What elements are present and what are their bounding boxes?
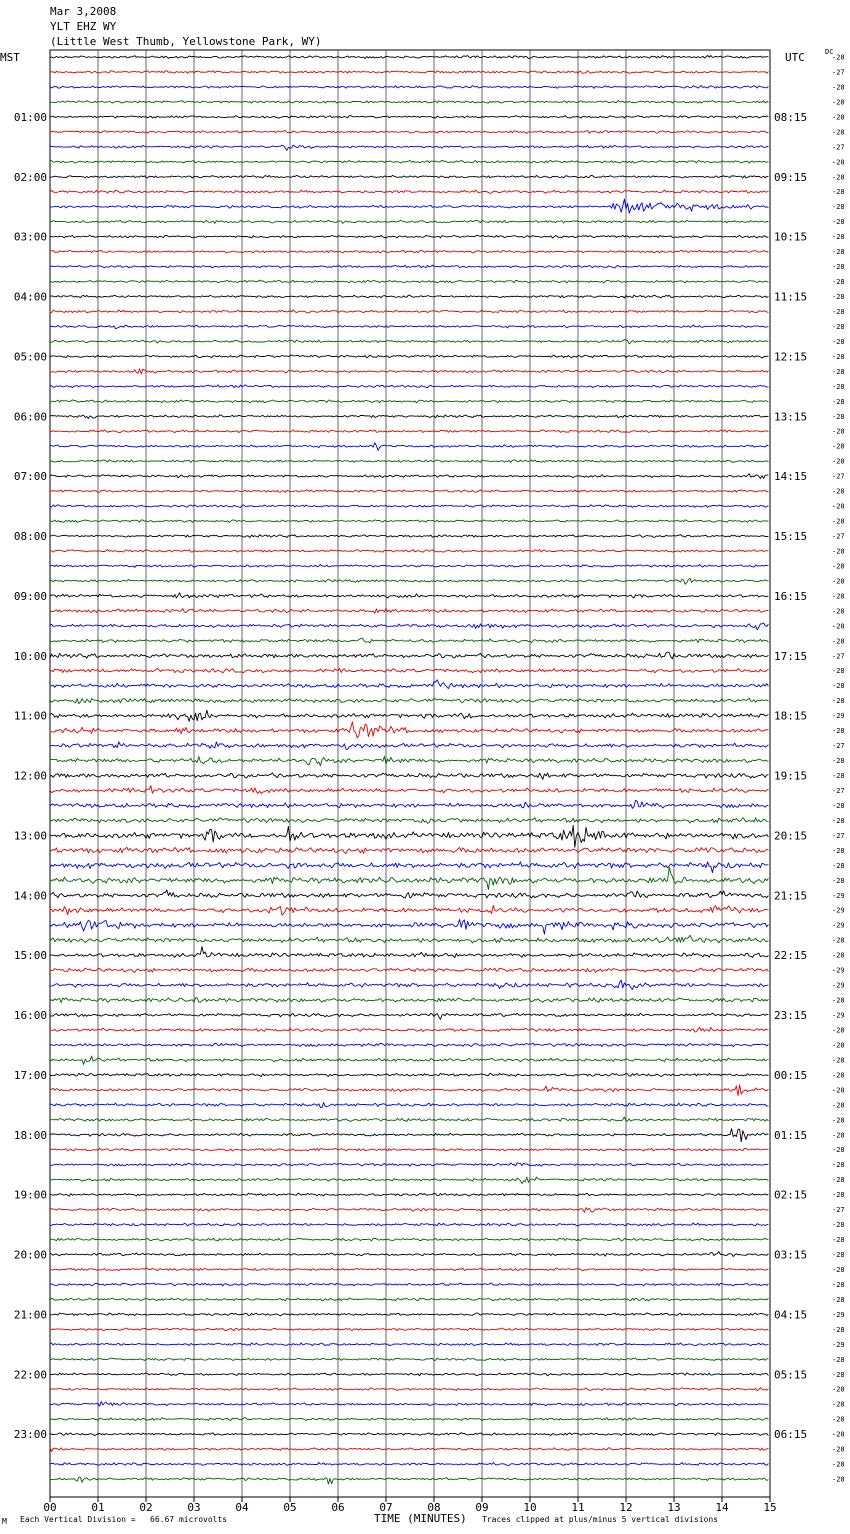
trace-line (50, 668, 768, 673)
right-timezone-label: UTC (785, 51, 805, 64)
trace-line (50, 235, 768, 238)
trace-line (50, 609, 768, 614)
right-hour-label: 21:15 (774, 889, 808, 903)
left-hour-label: 14:00 (13, 889, 47, 903)
dc-offset-label: -29 (832, 891, 845, 900)
trace-line (50, 295, 768, 298)
dc-offset-label: -28 (832, 442, 845, 451)
right-hour-label: 03:15 (774, 1248, 808, 1262)
left-hour-label: 02:00 (13, 170, 47, 184)
trace-line (50, 947, 768, 958)
dc-offset-label: -28 (832, 1191, 845, 1200)
x-tick-label: 02 (139, 1501, 153, 1514)
trace-line (50, 474, 768, 479)
trace-line (50, 1027, 768, 1032)
trace-line (50, 1163, 768, 1167)
trace-line (50, 1447, 768, 1451)
dc-offset-label: -28 (832, 352, 845, 361)
trace-line (50, 86, 768, 89)
trace-line (50, 638, 768, 643)
trace-line (50, 920, 768, 935)
left-hour-label: 07:00 (13, 470, 47, 484)
dc-offset-label: -28 (832, 218, 845, 227)
left-hour-label: 03:00 (13, 230, 47, 244)
dc-offset-label: -27 (832, 68, 845, 77)
trace-line (50, 310, 768, 313)
dc-offset-label: -28 (832, 682, 845, 691)
x-tick-label: 01 (91, 1501, 105, 1514)
x-tick-label: 00 (43, 1501, 57, 1514)
trace-line (50, 520, 768, 523)
dc-offset-label: -28 (832, 1026, 845, 1035)
x-tick-label: 04 (235, 1501, 249, 1514)
left-hour-label: 21:00 (13, 1308, 47, 1322)
trace-line (50, 593, 768, 598)
dc-offset-label: -28 (832, 816, 845, 825)
x-tick-label: 06 (331, 1501, 345, 1514)
dc-offset-label: -28 (832, 263, 845, 272)
dc-offset-label: -28 (832, 996, 845, 1005)
dc-offset-label: -27 (832, 742, 845, 751)
dc-offset-label: -28 (832, 1131, 845, 1140)
dc-offset-label: -28 (832, 1251, 845, 1259)
station-label: YLT EHZ WY (50, 20, 117, 33)
left-hour-label: 01:00 (13, 110, 47, 124)
x-tick-label: 09 (475, 1501, 489, 1514)
trace-line (50, 1343, 768, 1346)
right-hour-label: 01:15 (774, 1128, 808, 1142)
trace-line (50, 1177, 768, 1183)
dc-offset-label: -29 (832, 966, 845, 975)
right-hour-label: 14:15 (774, 470, 808, 484)
trace-line (50, 265, 768, 268)
right-hour-label: 15:15 (774, 530, 808, 543)
dc-offset-label: -28 (832, 1430, 845, 1439)
right-hour-label: 09:15 (774, 170, 808, 184)
dc-offset-label: -28 (832, 772, 845, 780)
dc-offset-label: -28 (832, 727, 845, 736)
x-tick-label: 05 (283, 1501, 297, 1514)
trace-line (50, 56, 768, 59)
dc-offset-label: -28 (832, 951, 845, 960)
dc-offset-label: -28 (832, 697, 845, 706)
right-hour-label: 10:15 (774, 230, 808, 244)
left-hour-label: 06:00 (13, 410, 47, 424)
trace-line (50, 131, 768, 134)
dc-offset-label: -28 (832, 203, 845, 212)
dc-offset-label: -29 (832, 1310, 845, 1319)
trace-line (50, 1298, 768, 1301)
x-tick-label: 07 (379, 1501, 393, 1514)
trace-line (50, 818, 768, 824)
right-hour-label: 13:15 (774, 410, 808, 424)
dc-offset-label: -28 (832, 53, 845, 62)
dc-offset-label: -28 (832, 382, 845, 391)
trace-line (50, 1418, 768, 1421)
dc-label: DC (825, 48, 834, 56)
x-axis-title: TIME (MINUTES) (374, 1512, 467, 1525)
x-tick-label: 11 (571, 1501, 585, 1514)
dc-offset-label: -28 (832, 757, 845, 766)
scale-note: Each Vertical Division = 66.67 microvolts (20, 1515, 228, 1524)
dc-offset-label: -28 (832, 1071, 845, 1080)
trace-line (50, 742, 768, 750)
trace-line (50, 1056, 768, 1064)
dc-offset-label: -28 (832, 936, 845, 945)
trace-line (50, 1013, 768, 1019)
dc-offset-label: -28 (832, 1221, 845, 1230)
dc-offset-label: -29 (832, 906, 845, 915)
trace-line (50, 1358, 768, 1361)
right-hour-label: 04:15 (774, 1308, 808, 1322)
dc-offset-label: -27 (832, 1206, 845, 1215)
corner-mark: M (2, 1517, 7, 1526)
trace-line (50, 1388, 768, 1391)
trace-line (50, 935, 768, 943)
dc-offset-label: -28 (832, 293, 845, 301)
left-hour-label: 13:00 (13, 829, 47, 843)
dc-offset-label: -27 (832, 831, 845, 840)
dc-offset-label: -28 (832, 113, 845, 122)
dc-offset-label: -28 (832, 876, 845, 885)
right-hour-label: 16:15 (774, 589, 808, 603)
dc-offset-label: -28 (832, 1370, 845, 1379)
trace-line (50, 578, 768, 584)
trace-line (50, 1129, 768, 1142)
dc-offset-label: -29 (832, 1340, 845, 1349)
right-hour-label: 02:15 (774, 1188, 808, 1202)
dc-offset-label: -28 (832, 233, 845, 242)
x-tick-label: 10 (523, 1501, 537, 1514)
dc-offset-label: -28 (832, 1146, 845, 1155)
dc-offset-label: -27 (832, 652, 845, 661)
trace-line (50, 415, 768, 419)
trace-line (50, 905, 768, 915)
dc-offset-label: -28 (832, 1176, 845, 1185)
dc-offset-label: -28 (832, 1355, 845, 1364)
dc-offset-label: -28 (832, 517, 845, 526)
right-hour-label: 05:15 (774, 1368, 808, 1382)
trace-line (50, 280, 768, 283)
left-hour-label: 19:00 (13, 1188, 47, 1202)
trace-line (50, 1238, 768, 1241)
trace-line (50, 998, 768, 1003)
dc-offset-label: -28 (832, 248, 845, 257)
trace-line (50, 710, 768, 721)
left-hour-label: 15:00 (13, 949, 47, 963)
dc-offset-label: -28 (832, 801, 845, 810)
trace-line (50, 773, 768, 780)
left-timezone-label: MST (0, 51, 20, 64)
x-tick-label: 13 (667, 1501, 681, 1514)
dc-offset-label: -28 (832, 1415, 845, 1424)
trace-line (50, 1433, 768, 1436)
dc-offset-label: -28 (832, 1116, 845, 1125)
dc-offset-label: -28 (832, 173, 845, 182)
trace-line (50, 460, 768, 463)
right-hour-label: 20:15 (774, 829, 808, 843)
trace-line (50, 756, 768, 766)
x-tick-label: 03 (187, 1501, 201, 1514)
trace-line (50, 722, 768, 738)
trace-line (50, 698, 768, 704)
right-hour-label: 06:15 (774, 1428, 808, 1442)
dc-offset-label: -28 (832, 667, 845, 676)
trace-line (50, 250, 768, 253)
trace-line (50, 101, 768, 104)
left-hour-label: 11:00 (13, 709, 47, 723)
left-hour-label: 09:00 (13, 589, 47, 603)
trace-line (50, 325, 768, 329)
dc-offset-label: -28 (832, 846, 845, 855)
right-hour-label: 22:15 (774, 949, 808, 963)
trace-line (50, 1283, 768, 1286)
dc-offset-label: -28 (832, 622, 845, 631)
dc-offset-label: -28 (832, 397, 845, 406)
left-hour-label: 05:00 (13, 350, 47, 364)
trace-line (50, 862, 768, 873)
dc-offset-label: -28 (832, 1101, 845, 1110)
left-hour-label: 12:00 (13, 769, 47, 783)
dc-offset-label: -28 (832, 1295, 845, 1304)
dc-offset-label: -28 (832, 1385, 845, 1394)
trace-line (50, 1103, 768, 1108)
trace-line (50, 355, 768, 358)
right-hour-label: 08:15 (774, 110, 808, 124)
trace-line (50, 400, 768, 403)
trace-line (50, 867, 768, 889)
dc-offset-label: -28 (832, 1265, 845, 1274)
trace-line (50, 1268, 768, 1271)
trace-line (50, 1208, 768, 1213)
right-hour-label: 23:15 (774, 1009, 808, 1022)
trace-line (50, 369, 768, 374)
dc-offset-label: -28 (832, 367, 845, 376)
trace-line (50, 1043, 768, 1047)
left-hour-label: 04:00 (13, 290, 47, 304)
dc-offset-label: -29 (832, 981, 845, 990)
trace-line (50, 550, 768, 553)
trace-line (50, 1193, 768, 1196)
trace-line (50, 565, 768, 568)
trace-line (50, 890, 768, 898)
dc-offset-label: -27 (832, 143, 845, 152)
trace-line (50, 980, 768, 990)
right-hour-label: 12:15 (774, 350, 808, 364)
trace-line (50, 505, 768, 508)
trace-line (50, 535, 768, 538)
trace-line (50, 1373, 768, 1376)
dc-offset-label: -28 (832, 1161, 845, 1170)
dc-offset-label: -28 (832, 337, 845, 346)
trace-line (50, 1477, 768, 1484)
dc-offset-label: -27 (832, 532, 845, 541)
dc-offset-label: -28 (832, 457, 845, 466)
dc-offset-label: -28 (832, 1475, 845, 1484)
left-hour-label: 16:00 (13, 1009, 47, 1022)
dc-offset-label: -28 (832, 188, 845, 197)
trace-line (50, 490, 768, 493)
trace-line (50, 430, 768, 433)
trace-line (50, 1463, 768, 1466)
dc-offset-label: -28 (832, 128, 845, 137)
trace-line (50, 190, 768, 193)
dc-offset-label: -28 (832, 637, 845, 646)
trace-line (50, 71, 768, 74)
trace-line (50, 652, 768, 659)
left-hour-label: 18:00 (13, 1128, 47, 1142)
trace-line (50, 1402, 768, 1407)
trace-line (50, 1085, 768, 1096)
dc-offset-label: -28 (832, 1280, 845, 1289)
trace-line (50, 443, 768, 451)
trace-line (50, 385, 768, 388)
location-label: (Little West Thumb, Yellowstone Park, WY) (50, 35, 322, 48)
trace-line (50, 199, 768, 213)
dc-offset-label: -28 (832, 1325, 845, 1334)
left-hour-label: 08:00 (13, 530, 47, 543)
dc-offset-label: -28 (832, 427, 845, 436)
trace-line (50, 220, 768, 223)
right-hour-label: 18:15 (774, 709, 808, 723)
date-label: Mar 3,2008 (50, 5, 117, 18)
dc-offset-label: -28 (832, 547, 845, 556)
x-tick-label: 15 (763, 1501, 777, 1514)
trace-line (50, 623, 768, 630)
trace-line (50, 786, 768, 794)
left-hour-label: 23:00 (13, 1428, 47, 1442)
dc-offset-label: -28 (832, 1236, 845, 1245)
dc-offset-label: -28 (832, 562, 845, 571)
dc-offset-label: -28 (832, 1400, 845, 1409)
dc-offset-label: -27 (832, 786, 845, 795)
dc-offset-label: -28 (832, 1445, 845, 1454)
x-tick-label: 08 (427, 1501, 441, 1514)
x-tick-label: 12 (619, 1501, 633, 1514)
dc-offset-label: -29 (832, 712, 845, 721)
dc-offset-label: -28 (832, 98, 845, 107)
dc-offset-label: -28 (832, 502, 845, 511)
trace-line (50, 1148, 768, 1151)
left-hour-label: 17:00 (13, 1068, 47, 1082)
right-hour-label: 19:15 (774, 769, 808, 783)
dc-offset-label: -28 (832, 592, 845, 601)
clip-note: Traces clipped at plus/minus 5 vertical divisions (482, 1515, 719, 1524)
dc-offset-label: -28 (832, 861, 845, 870)
dc-offset-label: -28 (832, 1056, 845, 1065)
dc-offset-label: -28 (832, 607, 845, 616)
dc-offset-label: -29 (832, 1011, 845, 1020)
trace-line (50, 1252, 768, 1257)
trace-line (50, 145, 768, 150)
trace-line (50, 800, 768, 808)
x-tick-label: 14 (715, 1501, 729, 1514)
left-hour-label: 20:00 (13, 1248, 47, 1262)
dc-offset-label: -27 (832, 472, 845, 481)
trace-group (50, 56, 768, 1485)
dc-offset-label: -28 (832, 322, 845, 331)
trace-line (50, 1117, 768, 1122)
trace-line (50, 847, 768, 853)
right-hour-label: 11:15 (774, 290, 808, 304)
trace-line (50, 1073, 768, 1077)
dc-offset-label: -28 (832, 1460, 845, 1469)
dc-offset-label: -28 (832, 1041, 845, 1050)
trace-line (50, 116, 768, 119)
dc-offset-label: -28 (832, 158, 845, 167)
dc-offset-label: -28 (832, 487, 845, 496)
dc-offset-label: -28 (832, 307, 845, 316)
left-hour-label: 22:00 (13, 1368, 47, 1382)
trace-line (50, 160, 768, 163)
dc-offset-label: -28 (832, 412, 845, 421)
trace-line (50, 1313, 768, 1316)
dc-offset-label: -29 (832, 921, 845, 930)
trace-line (50, 339, 768, 344)
dc-offset-label: -28 (832, 83, 845, 92)
trace-line (50, 1223, 768, 1226)
right-hour-label: 00:15 (774, 1068, 808, 1082)
trace-line (50, 1328, 768, 1331)
right-hour-label: 17:15 (774, 649, 808, 663)
dc-offset-label: -28 (832, 278, 845, 287)
trace-line (50, 825, 768, 847)
dc-offset-label: -28 (832, 577, 845, 586)
trace-line (50, 175, 768, 178)
trace-line (50, 680, 768, 689)
trace-line (50, 968, 768, 972)
dc-offset-label: -28 (832, 1086, 845, 1095)
left-hour-label: 10:00 (13, 649, 47, 663)
